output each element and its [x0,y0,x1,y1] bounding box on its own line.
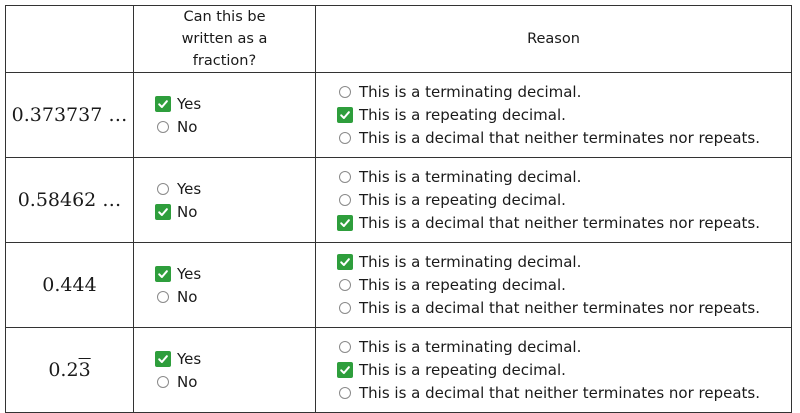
fraction-option-label: No [177,202,198,221]
reason-option[interactable] [336,81,791,103]
reason-option-marker[interactable] [336,130,353,147]
reason-cell [316,158,792,243]
fraction-option[interactable] [154,348,315,370]
number-prefix: 0.2 [48,359,79,381]
number-value [48,359,90,381]
fraction-option-marker[interactable] [154,288,171,305]
reason-option-label: This is a terminating decimal. [359,83,582,101]
fraction-option-marker[interactable] [154,180,171,197]
number-value: 0.58462 … [17,189,122,211]
reason-option[interactable] [336,127,791,149]
reason-radio-group [316,336,791,404]
reason-radio-group [316,81,791,149]
reason-option-marker[interactable] [336,84,353,101]
fraction-option-marker[interactable] [154,203,171,220]
reason-option-marker[interactable] [336,300,353,317]
reason-radio-group [316,251,791,319]
fraction-option-label: Yes [177,264,202,283]
reason-option[interactable] [336,189,791,211]
radio-icon [339,341,351,353]
radio-icon [339,302,351,314]
fraction-option-label: No [177,117,198,136]
check-icon [337,107,353,123]
repeating-digit: 3 [78,359,91,381]
reason-option[interactable] [336,251,791,273]
radio-icon [339,194,351,206]
fraction-option-label: No [177,287,198,306]
reason-radio-group [316,166,791,234]
reason-cell [316,243,792,328]
reason-option[interactable] [336,166,791,188]
reason-option-marker[interactable] [336,169,353,186]
radio-icon [339,171,351,183]
fraction-option-label: Yes [177,179,202,198]
radio-icon [339,132,351,144]
radio-icon [339,387,351,399]
reason-option-label: This is a repeating decimal. [359,276,566,294]
check-icon [155,96,171,112]
number-cell [6,73,134,158]
reason-option-label: This is a decimal that neither terminates nor repeats. [359,214,760,232]
header-reason: Reason [316,6,792,73]
question-row [6,158,792,243]
number-cell [6,328,134,413]
fraction-option-label: Yes [177,94,202,113]
fraction-option-marker[interactable] [154,265,171,282]
number-value: 0.373737 … [11,104,128,126]
fraction-option[interactable] [154,286,315,308]
question-row [6,243,792,328]
fraction-cell [134,158,316,243]
check-icon [155,351,171,367]
radio-icon [339,279,351,291]
question-row [6,328,792,413]
question-table-container [5,5,792,413]
fraction-cell [134,243,316,328]
reason-option-marker[interactable] [336,215,353,232]
reason-option-label: This is a repeating decimal. [359,361,566,379]
reason-option-marker[interactable] [336,254,353,271]
radio-icon [157,376,169,388]
reason-option[interactable] [336,359,791,381]
reason-cell [316,328,792,413]
reason-option-marker[interactable] [336,107,353,124]
reason-option[interactable] [336,336,791,358]
reason-option-marker[interactable] [336,339,353,356]
radio-icon [157,291,169,303]
fraction-option-marker[interactable] [154,95,171,112]
fraction-option[interactable] [154,263,315,285]
radio-icon [339,86,351,98]
check-icon [337,254,353,270]
radio-icon [157,183,169,195]
fraction-option-label: No [177,372,198,391]
reason-option-label: This is a decimal that neither terminates nor repeats. [359,384,760,402]
fraction-option-marker[interactable] [154,118,171,135]
fraction-option-label: Yes [177,349,202,368]
header-fraction: Can this be written as a fraction? [134,6,316,73]
reason-option-label: This is a decimal that neither terminates nor repeats. [359,299,760,317]
reason-option[interactable] [336,104,791,126]
reason-option[interactable] [336,382,791,404]
fraction-cell [134,328,316,413]
fraction-radio-group [134,178,315,223]
reason-option-marker[interactable] [336,277,353,294]
header-number-cell [6,6,134,73]
radio-icon [157,121,169,133]
fraction-option-marker[interactable] [154,373,171,390]
reason-option-label: This is a terminating decimal. [359,253,582,271]
reason-option[interactable] [336,212,791,234]
reason-option-label: This is a terminating decimal. [359,168,582,186]
fraction-option[interactable] [154,116,315,138]
number-cell [6,243,134,328]
fraction-option[interactable] [154,371,315,393]
question-row [6,73,792,158]
reason-cell [316,73,792,158]
fraction-radio-group [134,263,315,308]
reason-option-marker[interactable] [336,362,353,379]
header-row [6,6,792,73]
fraction-option[interactable] [154,201,315,223]
reason-option-marker[interactable] [336,385,353,402]
check-icon [337,362,353,378]
check-icon [337,215,353,231]
reason-option-marker[interactable] [336,192,353,209]
fraction-cell [134,73,316,158]
number-value: 0.444 [42,274,97,296]
question-table [5,5,792,413]
fraction-option-marker[interactable] [154,350,171,367]
check-icon [155,266,171,282]
reason-option-label: This is a repeating decimal. [359,191,566,209]
reason-option[interactable] [336,274,791,296]
number-cell [6,158,134,243]
reason-option-label: This is a terminating decimal. [359,338,582,356]
fraction-radio-group [134,348,315,393]
table-body [6,73,792,413]
reason-option-label: This is a decimal that neither terminates nor repeats. [359,129,760,147]
fraction-radio-group [134,93,315,138]
fraction-option[interactable] [154,178,315,200]
check-icon [155,204,171,220]
reason-option-label: This is a repeating decimal. [359,106,566,124]
fraction-option[interactable] [154,93,315,115]
reason-option[interactable] [336,297,791,319]
